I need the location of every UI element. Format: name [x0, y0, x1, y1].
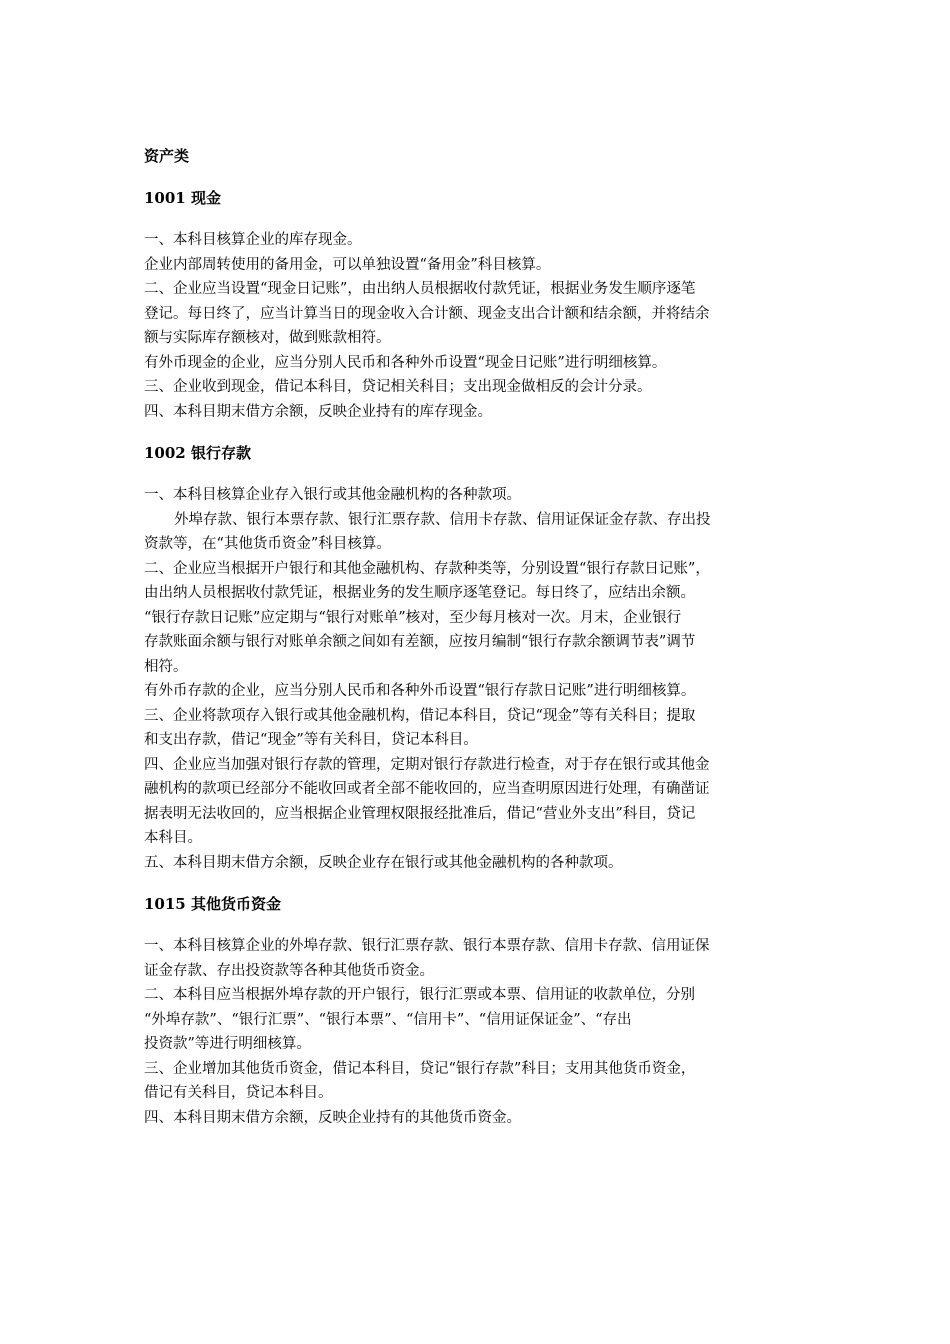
- text-line: 四、本科目期末借方余额，反映企业持有的库存现金。: [144, 403, 492, 420]
- category-title: 资产类: [144, 147, 190, 165]
- text-line: 三、企业将款项存入银行或其他金融机构，借记本科目，贷记“现金”等有关科目；提取: [144, 707, 696, 724]
- text-line: 由出纳人员根据收付款凭证，根据业务的发生顺序逐笔登记。每日终了，应结出余额。: [144, 585, 695, 601]
- section-title: 1002 银行存款: [144, 444, 251, 462]
- section-body: [144, 934, 814, 1130]
- text-line: 三、企业收到现金，借记本科目，贷记相关科目；支出现金做相反的会计分录。: [144, 379, 652, 395]
- text-line: 额与实际库存额核对，做到账款相符。: [144, 330, 391, 346]
- text-line: 一、本科目核算企业的库存现金。: [144, 232, 362, 248]
- text-line: 四、本科目期末借方余额，反映企业持有的其他货币资金。: [144, 1109, 521, 1126]
- text-line: 登记。每日终了，应当计算当日的现金收入合计额、现金支出合计额和结余额，并将结余: [144, 305, 710, 322]
- document-content: [144, 144, 814, 1147]
- text-line: 五、本科目期末借方余额，反映企业存在银行或其他金融机构的各种款项。: [144, 854, 623, 871]
- text-line: 一、本科目核算企业存入银行或其他金融机构的各种款项。: [144, 487, 521, 503]
- text-line: 资款等，在“其他货币资金”科目核算。: [144, 536, 391, 552]
- text-line: 本科目。: [144, 830, 202, 846]
- text-line: 外埠存款、银行本票存款、银行汇票存款、信用卡存款、信用证保证金存款、存出投: [174, 511, 711, 528]
- text-line: 三、企业增加其他货币资金，借记本科目，贷记“银行存款”科目；支用其他货币资金，: [144, 1060, 696, 1077]
- section-1015-other-monetary-funds: [144, 892, 814, 1130]
- section-1001-cash: [144, 186, 814, 424]
- text-line: 有外币存款的企业，应当分别人民币和各种外币设置“银行存款日记账”进行明细核算。: [144, 683, 696, 699]
- section-title: 1015 其他货币资金: [144, 895, 281, 913]
- text-line: 有外币现金的企业，应当分别人民币和各种外币设置“现金日记账”进行明细核算。: [144, 354, 667, 371]
- text-line: 企业内部周转使用的备用金，可以单独设置“备用金”科目核算。: [144, 256, 551, 273]
- text-line: 相符。: [144, 658, 188, 675]
- text-line: 证金存款、存出投资款等各种其他货币资金。: [144, 962, 434, 979]
- text-line: “银行存款日记账”应定期与“银行对账单”核对，至少每月核对一次。月末，企业银行: [144, 609, 682, 626]
- text-line: 四、企业应当加强对银行存款的管理，定期对银行存款进行检查，对于存在银行或其他金: [144, 756, 710, 773]
- text-line: 投资款”等进行明细核算。: [144, 1036, 311, 1052]
- text-line: 二、企业应当设置“现金日记账”，由出纳人员根据收付款凭证，根据业务发生顺序逐笔: [144, 281, 696, 297]
- text-line: 借记有关科目，贷记本科目。: [144, 1085, 333, 1101]
- text-line: 二、本科目应当根据外埠存款的开户银行，银行汇票或本票、信用证的收款单位，分别: [144, 987, 695, 1003]
- section-body: [144, 228, 814, 424]
- text-line: 融机构的款项已经部分不能收回或者全部不能收回的，应当查明原因进行处理，有确凿证: [144, 781, 710, 797]
- text-line: 存款账面余额与银行对账单余额之间如有差额，应按月编制“银行存款余额调节表”调节: [144, 634, 696, 650]
- section-title: 1001 现金: [144, 189, 221, 207]
- text-line: 二、企业应当根据开户银行和其他金融机构、存款种类等，分别设置“银行存款日记账”，: [144, 560, 710, 577]
- section-body: [144, 483, 814, 875]
- text-line: 据表明无法收回的，应当根据企业管理权限报经批准后，借记“营业外支出”科目，贷记: [144, 805, 696, 822]
- text-line: 和支出存款，借记“现金”等有关科目，贷记本科目。: [144, 732, 478, 748]
- text-line: 一、本科目核算企业的外埠存款、银行汇票存款、银行本票存款、信用卡存款、信用证保: [144, 938, 710, 954]
- section-1002-bank-deposit: [144, 441, 814, 875]
- text-line: “外埠存款”、“银行汇票”、“银行本票”、“信用卡”、“信用证保证金”、“存出: [144, 1011, 632, 1028]
